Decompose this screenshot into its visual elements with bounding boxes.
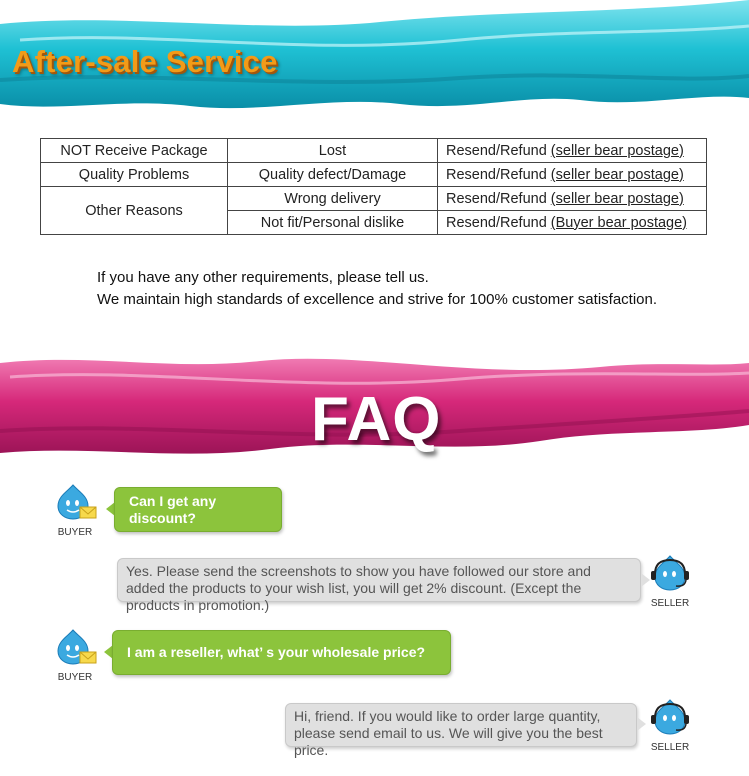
detail-cell: Quality defect/Damage (228, 163, 438, 187)
seller-icon (645, 554, 695, 592)
detail-cell: Not fit/Personal dislike (228, 211, 438, 235)
table-row (41, 139, 707, 163)
resolution-text: Resend/Refund (446, 166, 547, 183)
issue-cell: Quality Problems (41, 163, 228, 187)
seller-answer-bubble: Yes. Please send the screenshots to show you have followed our store and added the products to your wish list, you will get 2% discount. (Except the products in promotion.) (117, 558, 641, 602)
resolution-text: Resend/Refund (446, 214, 547, 231)
postage-text: (Buyer bear postage) (550, 214, 688, 231)
seller-label: SELLER (650, 742, 690, 753)
buyer-icon (50, 628, 100, 666)
detail-cell: Wrong delivery (228, 187, 438, 211)
buyer-icon (50, 483, 100, 521)
buyer-label: BUYER (57, 672, 93, 683)
after-sale-title: After-sale Service (12, 44, 278, 79)
resolution-cell (438, 211, 707, 235)
seller-label: SELLER (650, 598, 690, 609)
seller-avatar (645, 554, 695, 609)
note-line-2: We maintain high standards of excellence and strive for 100% customer satisfaction. (97, 291, 658, 308)
issue-cell: NOT Receive Package (41, 139, 228, 163)
buyer-label: BUYER (57, 527, 93, 538)
resolution-cell (438, 187, 707, 211)
resolution-cell (438, 163, 707, 187)
faq-title: FAQ (311, 385, 442, 454)
postage-text: (seller bear postage) (550, 142, 684, 159)
note-line-1: If you have any other requirements, please tell us. (97, 269, 429, 286)
after-sale-table (40, 138, 707, 235)
table-row (41, 187, 707, 211)
buyer-question-bubble: Can I get any discount? (114, 487, 282, 532)
buyer-question-bubble: I am a reseller, what’ s your wholesale price? (112, 630, 451, 675)
table-row (41, 163, 707, 187)
resolution-text: Resend/Refund (446, 142, 547, 159)
detail-cell: Lost (228, 139, 438, 163)
postage-text: (seller bear postage) (550, 190, 684, 207)
issue-cell: Other Reasons (41, 187, 228, 235)
postage-text: (seller bear postage) (550, 166, 684, 183)
buyer-avatar (50, 483, 100, 538)
seller-avatar (645, 698, 695, 753)
seller-icon (645, 698, 695, 736)
seller-answer-bubble: Hi, friend. If you would like to order large quantity, please send email to us. We will give you the best price. (285, 703, 637, 747)
resolution-text: Resend/Refund (446, 190, 547, 207)
buyer-avatar (50, 628, 100, 683)
resolution-cell (438, 139, 707, 163)
